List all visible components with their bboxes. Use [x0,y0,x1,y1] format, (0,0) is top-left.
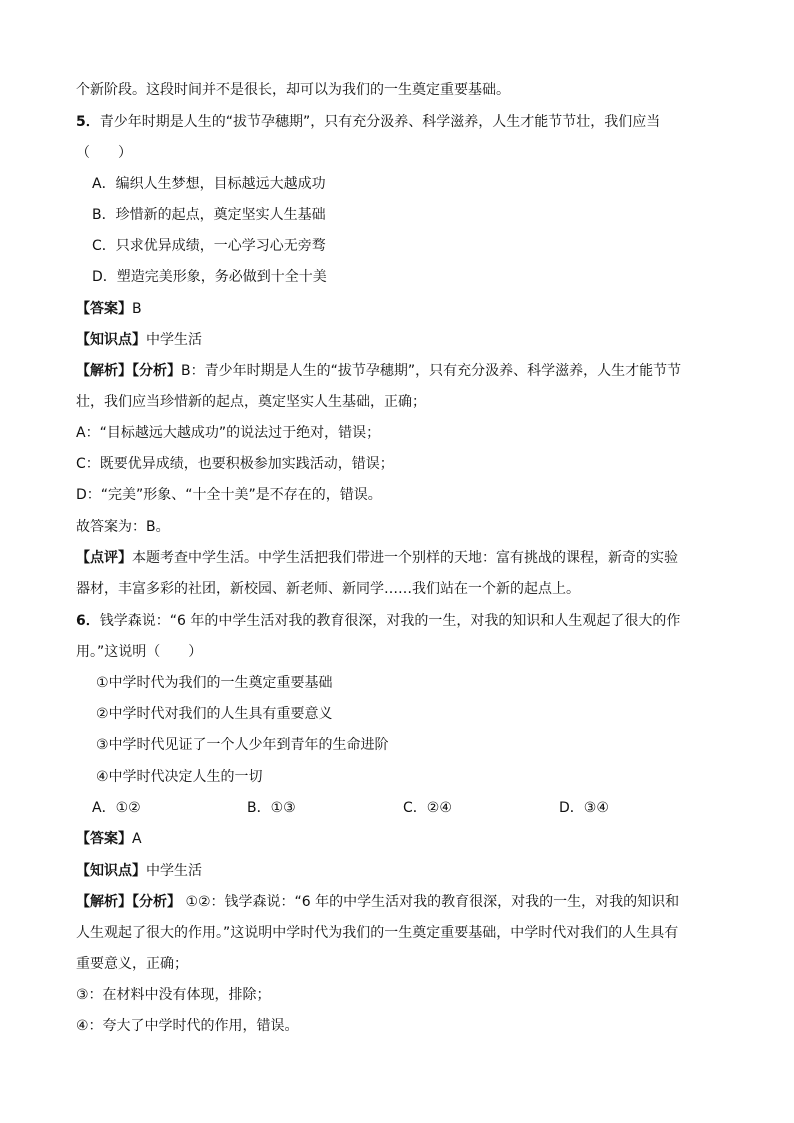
q6-stem-line1: 钱学森说：“6 年的中学生活对我的教育很深，对我的一生，对我的知识和人生观起了很大的作 [99,613,681,629]
q6-answer [76,829,142,849]
q6-choice-b: B．①③ [247,800,296,816]
q5-answer-label: 【答案】 [76,301,132,317]
q6-statement-4: ④中学时代决定人生的一切 [96,769,263,785]
q6-statement-1: ①中学时代为我们的一生奠定重要基础 [96,675,333,691]
q6-knowledge-label: 【知识点】 [76,863,146,879]
q6-analysis-label: 【解析】【分析】 [76,894,181,910]
q6-choice-c: C．②④ [403,800,452,816]
q6-stem [76,611,680,631]
q6-analysis [76,892,679,912]
q5-analysis [76,361,681,381]
q5-stem-line1: 青少年时期是人生的“拔节孕穗期”，只有充分汲养、科学滋养，人生才能节节壮，我们应当 [99,114,661,130]
q6-knowledge [76,861,202,881]
q5-analysis-label: 【解析】【分析】 [76,363,181,379]
q5-comment-line2: 器材，丰富多彩的社团，新校园、新老师、新同学……我们站在一个新的起点上。 [76,581,580,597]
q6-statement-3: ③中学时代见证了一个人少年到青年的生命进阶 [96,737,389,753]
q5-analysis-line4: C：既要优异成绩，也要积极参加实践活动，错误； [76,456,394,472]
q6-analysis-line2: 人生观起了很大的作用。”这说明中学时代为我们的一生奠定重要基础，中学时代对我们的人生具有 [76,925,679,941]
q5-comment [76,548,678,568]
q5-option-a: A．编织人生梦想，目标越远大越成功 [92,176,326,192]
q5-stem-line2: （ ） [76,145,132,161]
q6-analysis-line3: 重要意义，正确； [76,956,188,972]
q6-statement-2: ②中学时代对我们的人生具有重要意义 [96,706,333,722]
q6-answer-value: A [132,831,142,847]
q5-answer [76,299,142,319]
q5-analysis-line5: D：“完美”形象、“十全十美”是不存在的，错误。 [76,487,382,503]
q5-comment-line1: 本题考查中学生活。中学生活把我们带进一个别样的天地：富有挑战的课程，新奇的实验 [132,550,678,566]
q5-analysis-line6: 故答案为：B。 [76,519,170,535]
q5-analysis-line1: B：青少年时期是人生的“拔节孕穗期”，只有充分汲养、科学滋养，人生才能节节 [181,363,682,379]
q6-knowledge-value: 中学生活 [146,863,202,879]
q5-number: 5． [76,114,100,130]
q6-number: 6． [76,613,100,629]
q5-knowledge-value: 中学生活 [146,332,202,348]
q5-option-c: C．只求优异成绩，一心学习心无旁骛 [92,238,326,254]
q5-stem [76,112,660,132]
q5-option-d: D．塑造完美形象，务必做到十全十美 [92,269,327,285]
q6-choice-d: D．③④ [559,800,609,816]
q6-analysis-line5: ④：夸大了中学时代的作用，错误。 [76,1018,299,1034]
q4-tail-text: 个新阶段。这段时间并不是很长，却可以为我们的一生奠定重要基础。 [76,82,510,98]
q5-knowledge-label: 【知识点】 [76,332,146,348]
q5-answer-value: B [132,301,142,317]
q6-answer-label: 【答案】 [76,831,132,847]
q6-analysis-line4: ③：在材料中没有体现，排除； [76,987,271,1003]
q5-option-b: B．珍惜新的起点，奠定坚实人生基础 [92,207,326,223]
q6-stem-line2: 用。”这说明（ ） [76,644,203,660]
q5-knowledge [76,330,202,350]
q5-analysis-line3: A：“目标越远大越成功”的说法过于绝对，错误； [76,425,381,441]
q6-analysis-line1: ①②：钱学森说：“6 年的中学生活对我的教育很深，对我的一生，对我的知识和 [181,894,680,910]
q6-choice-a: A．①② [92,800,141,816]
q5-analysis-line2: 壮，我们应当珍惜新的起点，奠定坚实人生基础，正确； [76,394,426,410]
q5-comment-label: 【点评】 [76,550,132,566]
